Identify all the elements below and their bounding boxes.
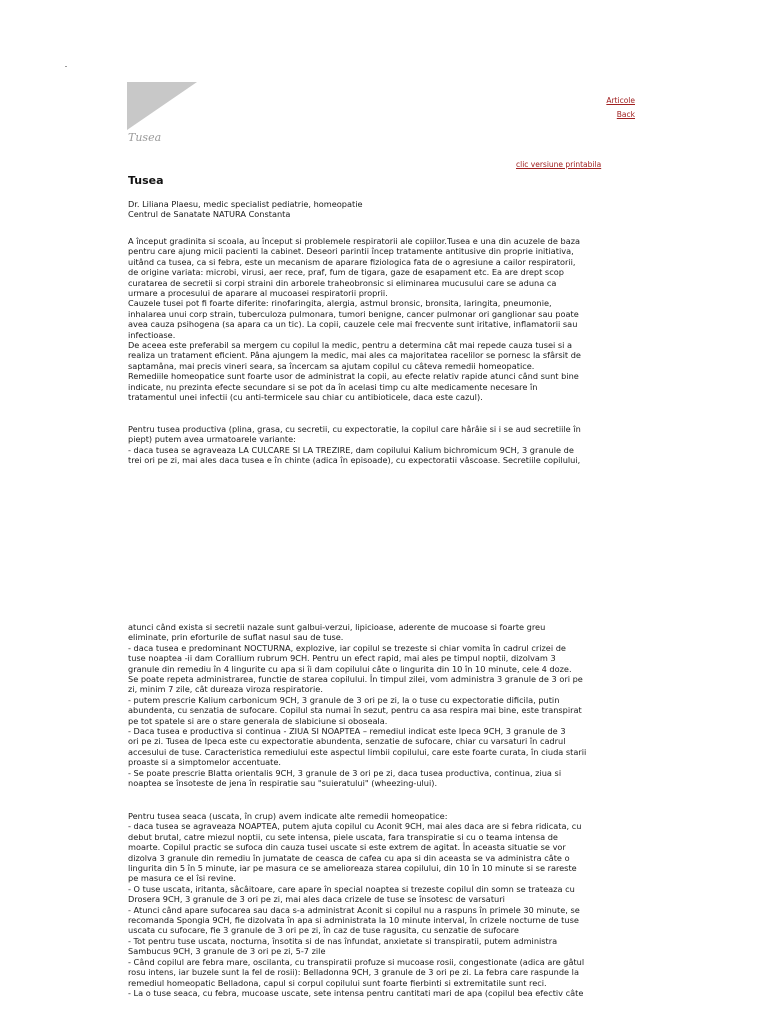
productive-cough-remedies-paragraph: atunci când exista si secretii nazale sunt galbui-verzui, lipicioase, aderente de mucoase si foarte greu eliminate, prin eforturile de suflat nasul sau de tuse. - daca tusea e predominant NOCTURNA, explozive, iar copilul se trezeste si chiar vomita în cadrul crizei de tuse noaptea -ii dam Corallium rubrum 9CH. Pentru un efect rapid, mai ales pe timpul noptii, dizolvam 3 granule din remediu în 4 lingurite cu apa si îi dam copilului câte o lingurita din 10 în 10 minute, cele 4 doze. Se poate repeta administrarea, functie de starea copilului. În timpul zilei, vom administra 3 granule de 3 ori pe zi, minim 7 zile, cât dureaza viroza respiratorie. - putem prescrie Kalium carbonicum 9CH, 3 granule de 3 ori pe zi, la o tuse cu expectoratie dificila, putin abundenta, cu senzatia de sufocare. Copilul sta numai în sezut, pentru ca asa respira mai bine, este transpirat pe tot spatele si are o stare generala de slabiciune si oboseala. - Daca tusea e productiva si continua - ZIUA SI NOAPTEA – remediul indicat este Ipeca 9CH, 3 granule de 3 ori pe zi. Tusea de Ipeca este cu expectoratie abundenta, senzatie de sufocare, chiar cu varsaturi în cadrul accesului de tuse. Caracteristica remediului este aspectul limbii copilului, care este foarte curata, în ciuda starii proaste si a simptomelor accentuate. - Se poate prescrie Blatta orientalis 9CH, 3 granule de 3 ori pe zi, daca tusea productiva, continua, ziua si noaptea se însoteste de jena în respiratie sau "suieratului" (wheezing-ului).: [128, 622, 587, 789]
productive-cough-paragraph: Pentru tusea productiva (plina, grasa, cu secretii, cu expectoratie, la copilul care hârâie si i se aud secretiile în piept) putem avea urmatoarele variante: - daca tusea se agraveaza LA CULCARE SI LA TREZIRE, dam copilului Kalium bichromicum 9CH, 3 granule de trei ori pe zi, mai ales daca tusea e în chinte (adica în episoade), cu expectoratii vâscoase. Secretiile copilului,: [128, 424, 581, 466]
article-title: Tusea: [128, 174, 164, 187]
logo-title: Tusea: [128, 131, 162, 144]
back-link[interactable]: Back: [616, 110, 635, 119]
stray-dot: [65, 66, 67, 67]
printable-version-link[interactable]: clic versiune printabila: [516, 160, 602, 169]
dry-cough-paragraph: Pentru tusea seaca (uscata, în crup) avem indicate alte remedii homeopatice: - daca tusea se agraveaza NOAPTEA, putem ajuta copilul cu Aconit 9CH, mai ales daca are si febra ridicata, cu debut brutal, catre miezul noptii, cu sete intensa, piele uscata, fara transpiratie si cu o teama intensa de moarte. Copilul practic se sufoca din cauza tusei uscate si este extrem de agitat. În aceasta situatie se vor dizolva 3 granule din remediu în jumatate de ceasca de cafea cu apa si din aceasta se va administra câte o lingurita din 5 în 5 minute, iar pe masura ce se amelioreaza starea copilului, din 10 în 10 minute si se rareste pe masura ce el îsi revine. - O tuse uscata, iritanta, sâcâitoare, care apare în special noaptea si trezeste copilul din somn se trateaza cu Drosera 9CH, 3 granule de 3 ori pe zi, mai ales daca crizele de tuse se însotesc de varsaturi - Atunci când apare sufocarea sau daca s-a administrat Aconit si copilul nu a raspuns în primele 30 minute, se recomanda Spongia 9CH, fie dizolvata în apa si administrata la 10 minute interval, în crizele nocturne de tuse uscata cu sufocare, fie 3 granule de 3 ori pe zi, în caz de tuse ragusita, cu senzatie de sufocare - Tot pentru tuse uscata, nocturna, însotita si de nas înfundat, anxietate si transpiratii, putem administra Sambucus 9CH, 3 granule de 3 ori pe zi, 5-7 zile - Când copilul are febra mare, oscilanta, cu transpiratii profuze si mucoase rosii, congestionate (adica are gâtul rosu intens, iar buzele sunt la fel de rosii): Belladonna 9CH, 3 granule de 3 ori pe zi. La febra care raspunde la remediul homeopatic Belladona, capul si corpul copilului sunt foarte fierbinti si extremitatile sunt reci. - La o tuse seaca, cu febra, mucoase uscate, sete intensa pentru cantitati mari de apa (copilul bea efectiv câte: [128, 811, 585, 998]
articles-link[interactable]: Articole: [606, 96, 635, 105]
logo-triangle-graphic: [127, 82, 197, 130]
article-authors: Dr. Liliana Plaesu, medic specialist pediatrie, homeopatie Centrul de Sanatate NATURA Constanta: [128, 199, 363, 220]
article-intro-paragraph: A început gradinita si scoala, au început si problemele respiratorii ale copiilor.Tusea e una din acuzele de baza pentru care ajung micii pacienti la cabinet. Deseori parintii încep tratamente antitusive din proprie initiativa, uitând ca tusea, ca si febra, este un mecanism de aparare fiziologica fata de o agresiune a cailor respiratorii, de origine variata: microbi, virusi, aer rece, praf, fum de tigara, gaze de esapament etc. Ea are drept scop curatarea de secretii si corpi straini din arborele traheobronsic si eliminarea mucusului care se aduna ca urmare a procesului de aparare al mucoasei respiratorii proprii. Cauzele tusei pot fi foarte diferite: rinofaringita, alergia, astmul bronsic, bronsita, laringita, pneumonie, inhalarea unui corp strain, tuberculoza pulmonara, tumori benigne, cancer pulmonar ori ganglionar sau poate avea cauza psihogena (sa apara ca un tic). La copii, cauzele cele mai frecvente sunt iritative, inflamatorii sau infectioase. De aceea este preferabil sa mergem cu copilul la medic, pentru a determina cât mai repede cauza tusei si a realiza un tratament eficient. Pâna ajungem la medic, mai ales ca majoritatea racelilor se pornesc la sfârsit de saptamâna, mai precis vineri seara, sa încercam sa ajutam copilul cu câteva remedii homeopatice. Remediile homeopatice sunt foarte usor de administrat la copii, au efecte relativ rapide atunci când sunt bine indicate, nu prezinta efecte secundare si se pot da în acelasi timp cu alte medicamente necesare în tratamentul unei infectii (cu anti-termicele sau chiar cu antibioticele, daca este cazul).: [128, 236, 581, 403]
